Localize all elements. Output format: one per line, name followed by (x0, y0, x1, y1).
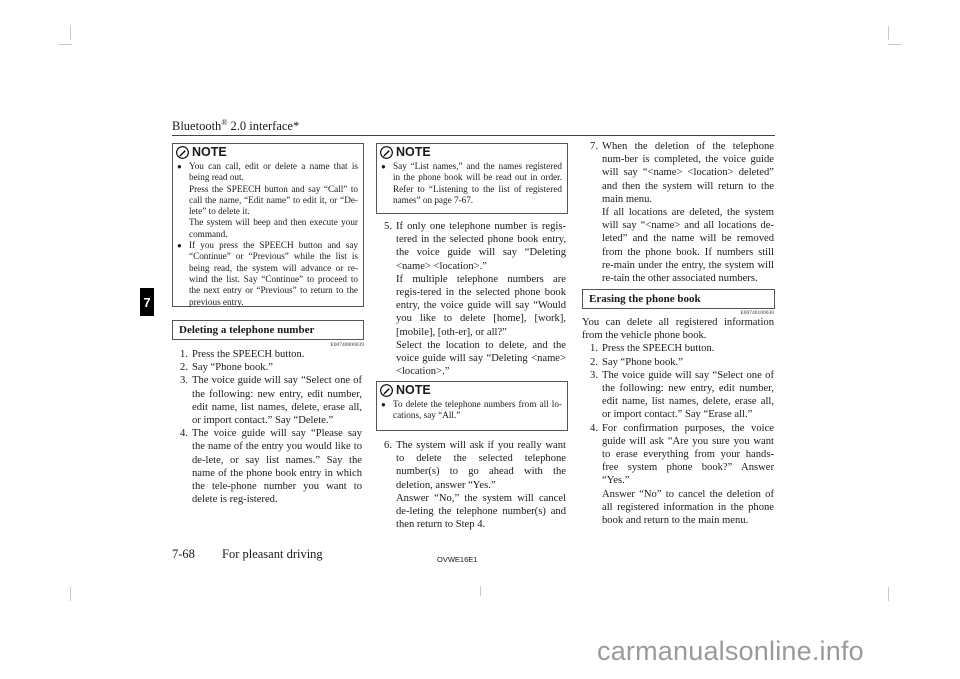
step-item: 2. Say “Phone book.” (590, 356, 683, 368)
note-pencil-icon (380, 146, 393, 159)
step-item: 1. Press the SPEECH button. (180, 349, 305, 360)
section-heading-erase: Erasing the phone book (582, 289, 775, 309)
crop-mark (888, 44, 902, 45)
step-item: 1. Press the SPEECH button. (590, 343, 715, 355)
page-header-title: Bluetooth® 2.0 interface* (172, 118, 300, 134)
note-box-3 (376, 381, 568, 431)
bullet-icon: ● (381, 162, 386, 171)
header-rule (172, 135, 775, 136)
chapter-tab: 7 (140, 288, 154, 316)
step-5: 5. If only one telephone number is regis-tered in the selected phone book entry, the voice guide will say “Deleting <name> <location>.” If multiple telephone numbers are regis-tered in the selected phone book entry, the voice guide will say “Would you like to delete [home], [work], [mobile], [oth-er], or all?” Select the location to delete, and the voice guide will say “Deleting <name> <location>.” (384, 221, 566, 378)
bullet-icon: ● (381, 400, 386, 409)
note-label: NOTE (396, 145, 431, 159)
crop-mark (480, 586, 481, 596)
watermark-link[interactable]: carmanualsonline.info (597, 636, 864, 666)
footer-code: OVWE16E1 (437, 555, 478, 564)
crop-mark (70, 587, 71, 601)
note-box-2 (376, 143, 568, 214)
crop-mark (70, 26, 71, 40)
note-pencil-icon (380, 384, 393, 397)
crop-mark (888, 26, 889, 40)
crop-mark (888, 587, 889, 601)
note-item: ● If you press the SPEECH button and say “Continue” or “Previous” while the list is being read, the system will advance or re-wind the list. Say “Continue” to proceed to the next entry or “Previous” to return to the previous entry. (177, 240, 358, 307)
section-heading-delete: Deleting a telephone number (172, 320, 364, 340)
note-label: NOTE (192, 145, 227, 159)
erase-intro: You can delete all registered information from the vehicle phone book. (582, 317, 774, 342)
step-7: 7. When the deletion of the telephone num-ber is completed, the voice guide will say “<name> <location> deleted” and then the system will return to the main menu. If all locations are deleted, the system will say “<name> and all locations de-leted” and the name will be removed from the phone book. If numbers still re-main under the entry, the system will re-tain the other associated numbers. (590, 141, 774, 285)
erase-section-body (582, 316, 774, 527)
step-item: 4. The voice guide will say “Please say the name of the entry you would like to de-lete, or say list names.” Say the name of the phone book entry in which the tele-phone number you want to delete is reg-istered. (180, 428, 362, 506)
section-code: E00740100030 (740, 310, 774, 316)
note-pencil-icon (176, 146, 189, 159)
step-item: 3. The voice guide will say “Select one of the following: new entry, edit number, edit name, list names, delete, erase all, or import contact.” Say “Delete.” (180, 375, 362, 427)
footer-chapter-label: For pleasant driving (222, 547, 323, 561)
note-label: NOTE (396, 383, 431, 397)
bullet-icon: ● (177, 162, 182, 171)
note-item: ● To delete the telephone numbers from all lo-cations, say “All.” (381, 399, 562, 421)
step-item: 3. The voice guide will say “Select one of the following: new entry, edit number, edit name, list names, delete, erase all, or import contact.” Say “Erase all.” (590, 369, 774, 421)
step-6: 6. The system will ask if you really want to delete the selected telephone number(s) to go ahead with the deletion, answer “Yes.” Answer “No,” the system will cancel de-leting the telephone number(s) and then return to Step 4. (384, 440, 566, 531)
step-item: 2. Say “Phone book.” (180, 362, 273, 374)
bullet-icon: ● (177, 241, 182, 251)
note-item: ● Say “List names,” and the names registered in the phone book will be read out in order. Refer to “Listening to the list of registered names” on page 7-67. (381, 161, 562, 205)
step-item: 4. For confirmation purposes, the voice guide will ask “Are you sure you want to erase everything from your hands-free system phone book?” Answer “Yes.” Answer “No” to cancel the deletion of all registered information in the phone book and return to the main menu. (590, 422, 774, 527)
note-item: ● You can call, edit or delete a name that is being read out. Press the SPEECH button and say “Call” to call the name, “Edit name” to edit it, or “De-lete” to delete it. The system will beep and then execute your command. (177, 161, 358, 239)
crop-mark (58, 44, 72, 45)
note-box-1 (172, 143, 364, 307)
page-number: 7-68 (172, 547, 195, 561)
delete-steps (172, 348, 362, 506)
section-code: E00740000039 (330, 342, 364, 348)
